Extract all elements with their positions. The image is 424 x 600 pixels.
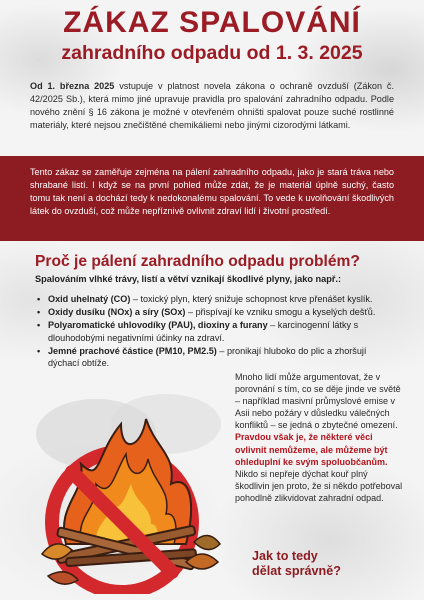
problem-heading: Proč je pálení zahradního odpadu problém? xyxy=(35,253,360,270)
list-item-desc: – toxický plyn, který snižuje schopnost krve přenášet kyslík. xyxy=(130,294,373,304)
list-item xyxy=(36,319,386,344)
argument-text xyxy=(235,371,403,504)
list-item-desc: – přispívají ke vzniku smogu a kyselých dešťů. xyxy=(185,307,376,318)
cta-line-2: dělat správně? xyxy=(252,564,341,578)
list-item xyxy=(36,306,386,318)
argument-rest: Nikdo si nepřeje dýchat kouř plný škodlivin jen proto, že si někdo potřeboval pohodlně zlikvidovat zahradní odpad. xyxy=(235,468,403,503)
list-item xyxy=(36,293,386,305)
argument-highlight: Pravdou však je, že některé věci ovlivnit nemůžeme, ale můžeme být ohleduplní ke svým spoluobčanům. xyxy=(235,432,388,467)
intro-date: Od 1. března 2025 xyxy=(30,81,115,91)
highlight-band-text: Tento zákaz se zaměřuje zejména na pálení zahradního odpadu, jako je stará tráva nebo shrabané listí. I když se na první pohled může zdát, že je materiál úplně suchý, často tomu tak není a dochází tedy k nedokonalému spalování. To vede k uvolňování škodlivých látek do ovzduší, což může nepříznivě ovlivnit zdraví lidí i životní prostředí. xyxy=(30,167,394,216)
pollutant-list xyxy=(36,293,386,371)
argument-paragraph-2 xyxy=(235,431,403,504)
list-item-desc: – pronikají hluboko do plic a zhoršují dýchací obtíže. xyxy=(48,346,367,369)
list-item-term: Oxid uhelnatý (CO) xyxy=(48,294,131,304)
call-to-action xyxy=(252,549,412,579)
list-item-term: Oxidy dusíku (NOx) a síry (SOx) xyxy=(48,307,186,318)
list-item-term: Jemné prachové částice (PM10, PM2.5) xyxy=(48,346,217,357)
argument-paragraph-1: Mnoho lidí může argumentovat, že v porovnání s tím, co se děje jinde ve světě – například masivní průmyslové emise v Asii nebo požáry v důsledku válečných konfliktů – se jedná o zbytečné omezení. xyxy=(235,372,401,431)
list-item-term: Polyaromatické uhlovodíky (PAU), dioxiny a furany xyxy=(48,320,268,331)
page-subtitle: zahradního odpadu od 1. 3. 2025 xyxy=(61,42,363,64)
cta-line-1: Jak to tedy xyxy=(252,549,318,563)
problem-lead: Spalováním vlhké trávy, listí a větví vznikají škodlivé plyny, jako např.: xyxy=(35,274,342,284)
intro-text: vstupuje v platnost novela zákona o ochraně ovzduší (Zákon č. 42/2025 Sb.), která mimo jiné upravuje pravidla pro spalování zahradního odpadu. Podle nového znění § 16 zákona je možné v otevřeném ohništi spalovat pouze suché rostlinné materiály, které nejsou znečištěné chemikáliemi nebo jinými cizorodými látkami. xyxy=(30,81,394,130)
page-title: ZÁKAZ SPALOVÁNÍ xyxy=(63,6,361,39)
list-item-desc: – karcinogenní látky s dlouhodobými negativními účinky na zdraví. xyxy=(48,320,359,343)
intro-paragraph xyxy=(30,80,394,132)
no-fire-burning-branches-icon xyxy=(26,394,236,594)
list-item xyxy=(36,345,386,370)
